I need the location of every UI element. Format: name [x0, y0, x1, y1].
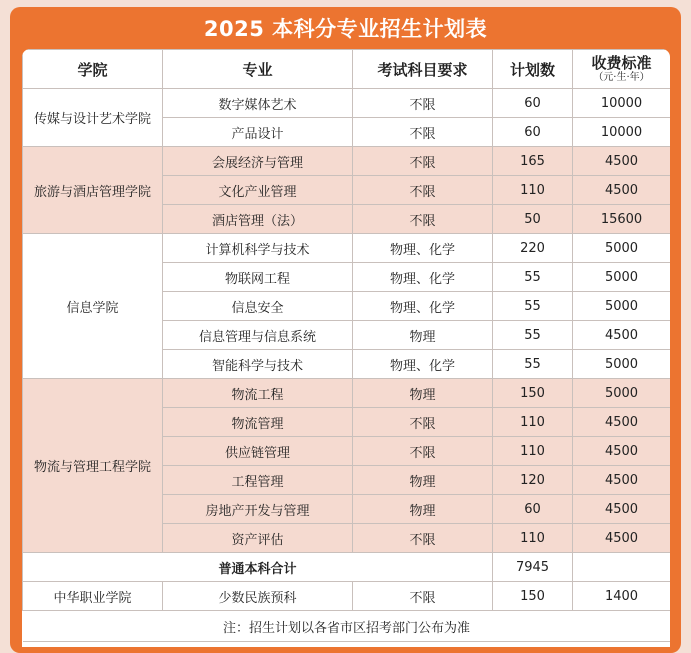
total-row — [23, 553, 671, 582]
header-fee-label: 收费标准 — [591, 54, 652, 72]
plan-cell: 110 — [493, 437, 573, 466]
plan-cell: 220 — [493, 234, 573, 263]
total-fee — [573, 553, 671, 582]
major-cell: 会展经济与管理 — [163, 147, 353, 176]
note-row — [23, 611, 671, 642]
major-cell: 文化产业管理 — [163, 176, 353, 205]
table-row — [23, 89, 671, 118]
major-cell: 少数民族预科 — [163, 582, 353, 611]
college-cell: 物流与管理工程学院 — [23, 379, 163, 553]
fee-cell: 4500 — [573, 466, 671, 495]
total-plan: 7945 — [493, 553, 573, 582]
subjects-cell: 不限 — [353, 582, 493, 611]
plan-cell: 165 — [493, 147, 573, 176]
major-cell: 物联网工程 — [163, 263, 353, 292]
plan-cell: 150 — [493, 379, 573, 408]
plan-cell: 55 — [493, 321, 573, 350]
footnote: 注：招生计划以各省市区招考部门公布为准 — [23, 611, 671, 642]
major-cell: 酒店管理（法） — [163, 205, 353, 234]
plan-cell: 60 — [493, 89, 573, 118]
total-label: 普通本科合计 — [23, 553, 493, 582]
major-cell: 信息管理与信息系统 — [163, 321, 353, 350]
plan-cell: 60 — [493, 495, 573, 524]
major-cell: 产品设计 — [163, 118, 353, 147]
plan-cell: 55 — [493, 263, 573, 292]
table-body — [23, 89, 671, 642]
major-cell: 资产评估 — [163, 524, 353, 553]
fee-cell: 4500 — [573, 176, 671, 205]
subjects-cell: 物理、化学 — [353, 350, 493, 379]
subjects-cell: 物理 — [353, 321, 493, 350]
table-row — [23, 147, 671, 176]
plan-cell: 120 — [493, 466, 573, 495]
header-subjects: 考试科目要求 — [353, 50, 493, 89]
enrollment-table — [22, 49, 670, 642]
fee-cell: 4500 — [573, 495, 671, 524]
fee-cell: 10000 — [573, 89, 671, 118]
header-plan: 计划数 — [493, 50, 573, 89]
table-row — [23, 582, 671, 611]
fee-cell: 10000 — [573, 118, 671, 147]
college-cell: 传媒与设计艺术学院 — [23, 89, 163, 147]
major-cell: 计算机科学与技术 — [163, 234, 353, 263]
header-fee — [573, 50, 671, 89]
subjects-cell: 物理 — [353, 466, 493, 495]
college-cell: 信息学院 — [23, 234, 163, 379]
table-panel — [22, 49, 670, 647]
plan-cell: 110 — [493, 176, 573, 205]
fee-cell: 5000 — [573, 292, 671, 321]
subjects-cell: 不限 — [353, 89, 493, 118]
plan-cell: 55 — [493, 350, 573, 379]
major-cell: 工程管理 — [163, 466, 353, 495]
plan-cell: 60 — [493, 118, 573, 147]
subjects-cell: 不限 — [353, 205, 493, 234]
college-cell: 旅游与酒店管理学院 — [23, 147, 163, 234]
fee-cell: 4500 — [573, 408, 671, 437]
subjects-cell: 物理、化学 — [353, 292, 493, 321]
subjects-cell: 不限 — [353, 147, 493, 176]
table-row — [23, 379, 671, 408]
major-cell: 智能科学与技术 — [163, 350, 353, 379]
major-cell: 物流工程 — [163, 379, 353, 408]
fee-cell: 4500 — [573, 524, 671, 553]
page-title: 2025 本科分专业招生计划表 — [203, 17, 488, 41]
plan-cell: 150 — [493, 582, 573, 611]
major-cell: 物流管理 — [163, 408, 353, 437]
header-major: 专业 — [163, 50, 353, 89]
header-fee-unit: （元·生·年） — [593, 72, 650, 83]
plan-cell: 110 — [493, 524, 573, 553]
fee-cell: 1400 — [573, 582, 671, 611]
subjects-cell: 不限 — [353, 176, 493, 205]
table-row — [23, 234, 671, 263]
subjects-cell: 不限 — [353, 524, 493, 553]
header-row — [23, 50, 671, 89]
subjects-cell: 不限 — [353, 408, 493, 437]
fee-cell: 4500 — [573, 437, 671, 466]
plan-cell: 50 — [493, 205, 573, 234]
plan-cell: 55 — [493, 292, 573, 321]
fee-cell: 5000 — [573, 263, 671, 292]
fee-cell: 5000 — [573, 379, 671, 408]
subjects-cell: 物理 — [353, 495, 493, 524]
subjects-cell: 不限 — [353, 118, 493, 147]
fee-cell: 5000 — [573, 234, 671, 263]
college-cell: 中华职业学院 — [23, 582, 163, 611]
major-cell: 供应链管理 — [163, 437, 353, 466]
fee-cell: 5000 — [573, 350, 671, 379]
subjects-cell: 物理、化学 — [353, 263, 493, 292]
header-college: 学院 — [23, 50, 163, 89]
subjects-cell: 物理、化学 — [353, 234, 493, 263]
subjects-cell: 物理 — [353, 379, 493, 408]
fee-cell: 4500 — [573, 147, 671, 176]
major-cell: 房地产开发与管理 — [163, 495, 353, 524]
fee-cell: 15600 — [573, 205, 671, 234]
subjects-cell: 不限 — [353, 437, 493, 466]
major-cell: 信息安全 — [163, 292, 353, 321]
plan-cell: 110 — [493, 408, 573, 437]
major-cell: 数字媒体艺术 — [163, 89, 353, 118]
fee-cell: 4500 — [573, 321, 671, 350]
